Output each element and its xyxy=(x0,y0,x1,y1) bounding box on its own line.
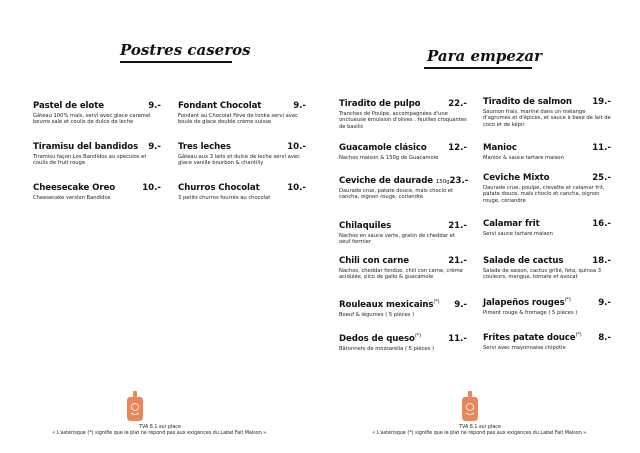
item-description: Tranches de Poulpe, accompagnées d'une onctueuse émulsion d'olives , feuilles croquantes de basilic xyxy=(339,111,467,130)
item-price: 10.- xyxy=(287,142,306,152)
menu-item xyxy=(339,221,467,246)
menu-item xyxy=(178,101,306,126)
menu-item xyxy=(483,143,611,161)
item-name: Guacamole clásico xyxy=(339,143,427,153)
item-price: 21.- xyxy=(448,256,467,266)
item-description: Bâtonnets de mozzarella ( 5 pièces ) xyxy=(339,345,434,352)
item-name: Calamar frit xyxy=(483,219,540,229)
asterisk-mark: (*) xyxy=(433,299,440,305)
item-price: 9.- xyxy=(598,297,611,308)
menu-item xyxy=(339,256,467,281)
item-price: 21.- xyxy=(448,221,467,231)
item-name: Dedos de queso(*) xyxy=(339,333,421,344)
item-price: 10.- xyxy=(142,183,161,193)
item-price: 16.- xyxy=(592,219,611,229)
item-price: 9.- xyxy=(148,142,161,152)
item-name: Tiradito de pulpo xyxy=(339,99,421,109)
menu-item xyxy=(33,142,161,167)
menu-item xyxy=(339,176,467,201)
item-description: Manioc & sauce tartare maison xyxy=(483,155,564,161)
item-name: Jalapeños rouges(*) xyxy=(483,297,571,308)
item-name: Tres leches xyxy=(178,142,231,152)
menu-item xyxy=(483,256,611,281)
item-description: Nachos maison & 150g de Guacamole xyxy=(339,155,439,161)
item-name: Cheesecake Oreo xyxy=(33,183,115,193)
item-name: Churros Chocolat xyxy=(178,183,260,193)
item-price: 11.- xyxy=(592,143,611,153)
item-name: Chili con carne xyxy=(339,256,409,266)
menu-item xyxy=(483,297,611,316)
item-price: 18.- xyxy=(592,256,611,266)
item-price: 22.- xyxy=(448,99,467,109)
item-description: Boeuf & légumes ( 5 pièces ) xyxy=(339,311,415,318)
item-price: 19.- xyxy=(592,97,611,107)
menu-item xyxy=(339,143,467,161)
item-description: Nachos en sauce verte, gratin de cheddar et oeuf fermier xyxy=(339,233,455,246)
menu-item xyxy=(339,299,467,318)
asterisk-mark: (*) xyxy=(414,333,421,339)
menu-item xyxy=(339,99,467,130)
item-price: 10.- xyxy=(287,183,306,193)
title-underline xyxy=(120,61,232,63)
item-description: Servi avec mayonnaise chipotle xyxy=(483,344,566,351)
footer-note: « L'astérisque (*) signifie que le plat ne répond pas aux exigences du Label Fait Maison ». xyxy=(52,431,268,436)
item-price: 9.- xyxy=(148,101,161,111)
right-menu-page xyxy=(320,0,640,453)
item-description: Daurade crue, poulpe, crevette et calamar frit, patate douce, maïs choclo et cancha, oignon rouge, coriandre xyxy=(483,185,605,204)
item-description: Servi sauce tartare maison xyxy=(483,231,553,237)
item-description: Fondant au Chocolat Fève de tonka servi avec boule de glace double crème suisse xyxy=(178,113,298,126)
footer-tva: TVA 8.1 sur place xyxy=(459,425,501,430)
menu-item xyxy=(33,101,161,126)
item-price: 11.- xyxy=(448,333,467,344)
item-price: 25.- xyxy=(592,173,611,183)
footer-note: « L'astérisque (*) signifie que le plat ne répond pas aux exigences du Label Fait Maison ». xyxy=(372,431,588,436)
item-name: Tiradito de salmon xyxy=(483,97,572,107)
item-description: Cheesecake version Bandidos xyxy=(33,195,111,201)
item-name: Frites patate douce(*) xyxy=(483,332,582,343)
item-description: Gâteau aux 3 laits et dulce de leche servi avec glace vanille bourbon & chantilly xyxy=(178,154,300,167)
item-name: Salade de cactus xyxy=(483,256,564,266)
item-name: Fondant Chocolat xyxy=(178,101,262,111)
item-description: Tiramisu façon Los Bandidos au spéculos et coulis de fruit rouge xyxy=(33,154,147,167)
menu-item xyxy=(483,173,611,204)
item-price: 9.- xyxy=(454,299,467,310)
item-description: Salade de saison, cactus grillé, feta, quinoa 3 couleurs, mangue, tomate et avocat xyxy=(483,268,602,281)
section-title-para-empezar: Para empezar xyxy=(427,47,543,65)
title-underline xyxy=(424,67,532,69)
restaurant-logo-icon xyxy=(462,391,478,421)
menu-item xyxy=(483,97,611,128)
item-price: 9.- xyxy=(293,101,306,111)
asterisk-mark: (*) xyxy=(564,297,571,303)
menu-item xyxy=(178,142,306,167)
menu-item xyxy=(339,333,467,352)
item-description: Daurade crue, patate douce, maïs choclo et cancha, oignon rouge, coriandre xyxy=(339,188,454,201)
item-name: Tiramisu del bandidos xyxy=(33,142,139,152)
menu-item xyxy=(178,183,306,201)
footer-tva: TVA 8.1 sur place xyxy=(139,425,181,430)
item-description: Gâteau 100% maïs, servi avec glace caramel beurre salé et coulis de dulce de leche xyxy=(33,113,151,126)
item-price: 23.- xyxy=(449,176,469,186)
item-description: Nachos, cheddar fondue, chili con carne, crème acidulée, pico de gallo & guacamole xyxy=(339,268,463,281)
footer xyxy=(0,425,320,437)
menu-item xyxy=(483,332,611,351)
item-price: 12.- xyxy=(448,143,467,153)
item-name: Ceviche de daurade 150g xyxy=(339,176,450,186)
item-description: Piment rouge & fromage ( 5 pièces ) xyxy=(483,309,578,316)
item-name: Rouleaux mexicains(*) xyxy=(339,299,440,310)
menu-item xyxy=(33,183,161,201)
item-name: Chilaquiles xyxy=(339,221,392,231)
asterisk-mark: (*) xyxy=(575,332,582,338)
section-title-postres: Postres caseros xyxy=(120,41,251,59)
footer xyxy=(320,425,640,437)
item-description: Saumon frais, mariné dans un mélange d'agrumes et d'épices, et sauce à base de lait de coco et de képir xyxy=(483,109,611,128)
item-price: 8.- xyxy=(598,332,611,343)
item-name: Ceviche Mixto xyxy=(483,173,550,183)
item-name: Manioc xyxy=(483,143,517,153)
restaurant-logo-icon xyxy=(127,391,143,421)
item-name: Pastel de elote xyxy=(33,101,104,111)
item-quantity: 150g xyxy=(435,179,450,185)
item-description: 3 petits churros fourrés au chocolat xyxy=(178,195,271,201)
menu-item xyxy=(483,219,611,237)
